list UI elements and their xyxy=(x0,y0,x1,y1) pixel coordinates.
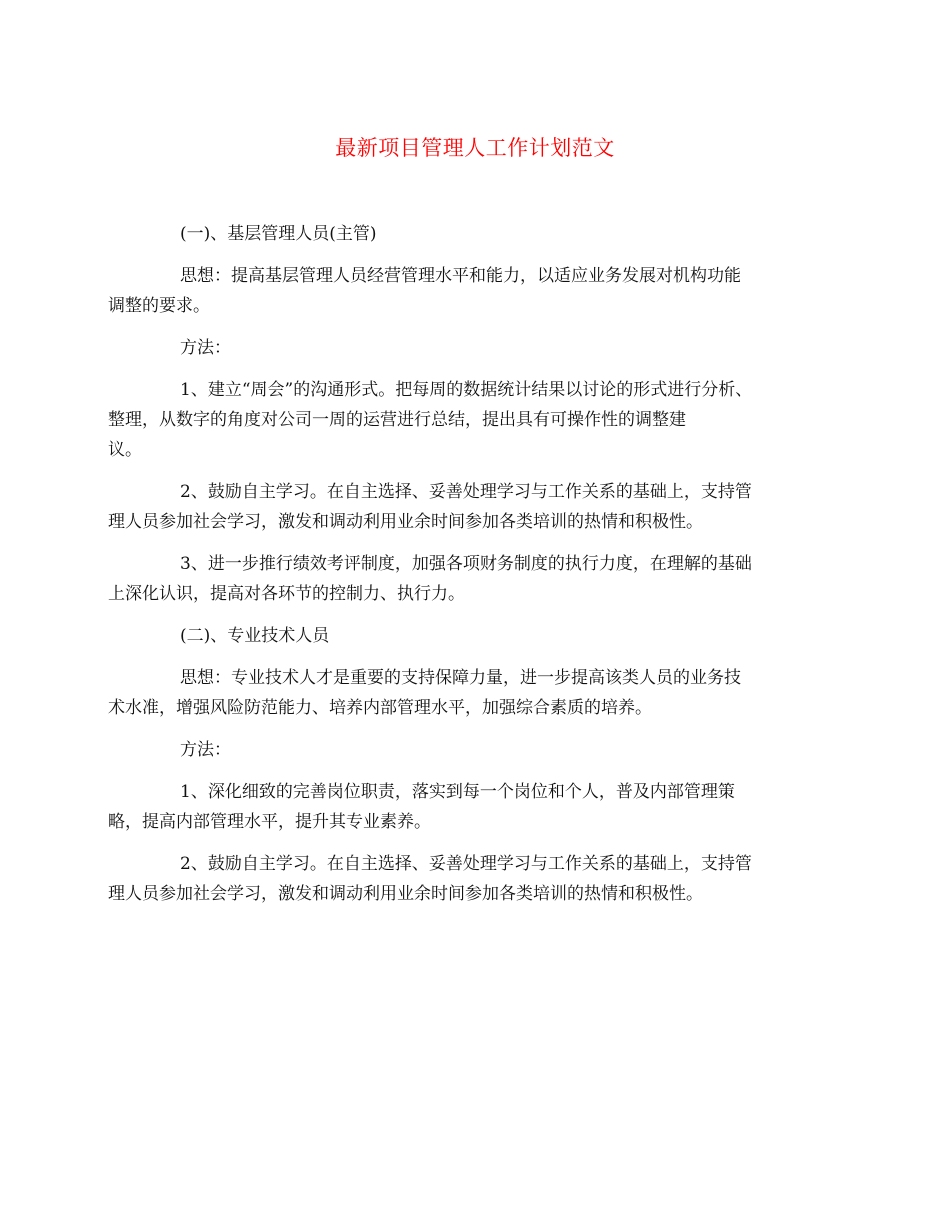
paragraph-line: 3、进一步推行绩效考评制度，加强各项财务制度的执行力度，在理解的基础 xyxy=(180,554,752,574)
paragraph-line: 理人员参加社会学习，激发和调动利用业余时间参加各类培训的热情和积极性。 xyxy=(108,512,703,532)
document-body xyxy=(108,219,809,921)
paragraph xyxy=(108,261,809,321)
paragraph-line: 2、鼓励自主学习。在自主选择、妥善处理学习与工作关系的基础上，支持管 xyxy=(180,854,752,874)
paragraph-line: 术水准，增强风险防范能力、培养内部管理水平，加强综合素质的培养。 xyxy=(108,698,652,718)
paragraph-line: 理人员参加社会学习，激发和调动利用业余时间参加各类培训的热情和积极性。 xyxy=(108,884,703,904)
paragraph xyxy=(144,735,809,765)
paragraph-line: 方法： xyxy=(180,740,231,760)
paragraph xyxy=(144,219,809,249)
paragraph xyxy=(108,663,809,723)
paragraph xyxy=(108,375,809,465)
paragraph xyxy=(144,621,809,651)
paragraph xyxy=(108,777,809,837)
paragraph-line: (一)、基层管理人员(主管) xyxy=(180,224,377,244)
paragraph-line: 议。 xyxy=(108,440,142,460)
paragraph-line: 略，提高内部管理水平，提升其专业素养。 xyxy=(108,812,431,832)
paragraph-line: 整理，从数字的角度对公司一周的运营进行总结，提出具有可操作性的调整建 xyxy=(108,410,686,430)
paragraph-line: (二)、专业技术人员 xyxy=(180,626,330,646)
paragraph xyxy=(108,849,809,909)
paragraph-line: 方法： xyxy=(180,338,231,358)
paragraph xyxy=(108,549,809,609)
paragraph-line: 思想：专业技术人才是重要的支持保障力量，进一步提高该类人员的业务技 xyxy=(180,668,741,688)
paragraph-line: 1、建立“周会”的沟通形式。把每周的数据统计结果以讨论的形式进行分析、 xyxy=(180,380,753,400)
paragraph-line: 思想：提高基层管理人员经营管理水平和能力，以适应业务发展对机构功能 xyxy=(180,266,741,286)
paragraph-line: 调整的要求。 xyxy=(108,296,210,316)
paragraph-line: 上深化认识，提高对各环节的控制力、执行力。 xyxy=(108,584,465,604)
paragraph-line: 1、深化细致的完善岗位职责，落实到每一个岗位和个人，普及内部管理策 xyxy=(180,782,735,802)
paragraph xyxy=(108,477,809,537)
document-title: 最新项目管理人工作计划范文 xyxy=(335,136,615,160)
paragraph xyxy=(144,333,809,363)
paragraph-line: 2、鼓励自主学习。在自主选择、妥善处理学习与工作关系的基础上，支持管 xyxy=(180,482,752,502)
